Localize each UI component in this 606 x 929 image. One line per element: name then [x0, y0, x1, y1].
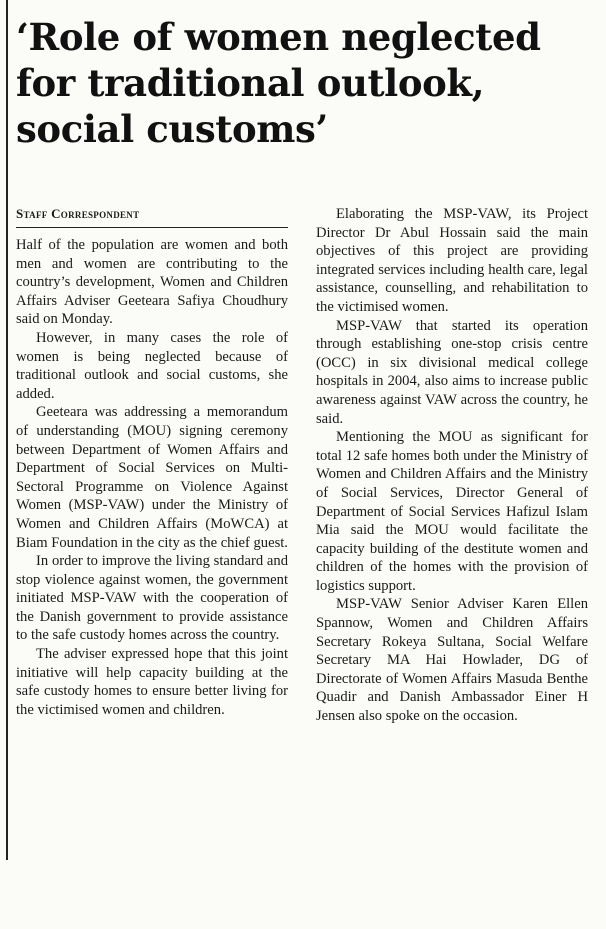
paragraph: Mentioning the MOU as significant for total 12 safe homes both under the Ministry of Women and Children Affairs and the Ministry of Social Services, Director General of Department of Social Services Hafizul Islam Mia said the MOU would facilitate the capacity building of the destitute women and children of the homes with the provision of logistics support. [316, 429, 588, 594]
article-header [16, 14, 596, 152]
headline-line-3: social customs’ [16, 107, 328, 151]
paragraph: Geeteara was addressing a memorandum of understanding (MOU) signing ceremony between Department of Women Affairs and Department of Social Services on Multi-Sectoral Programme on Violence Against Women (MSP-VAW) under the Ministry of Women and Children Affairs (MoWCA) at Biam Foundation in the city as the chief guest. [16, 404, 288, 551]
byline [16, 205, 288, 228]
paragraph: The adviser expressed hope that this joint initiative will help capacity building at the safe custody homes to ensure better living for the victimised women and children. [16, 646, 288, 718]
headline-line-1: ‘Role of women neglected [16, 15, 541, 59]
article-body [16, 205, 588, 726]
paragraph: However, in many cases the role of women is being neglected because of traditional outlook and social customs, she added. [16, 329, 288, 402]
paragraph: MSP-VAW Senior Adviser Karen Ellen Spannow, Women and Children Affairs Secretary Rokeya Sultana, Social Welfare Secretary MA Hai Howlader, DG of Directorate of Women Affairs Masuda Benthe Quadir and Danish Ambassador Einer H Jensen also spoke on the occasion. [316, 596, 588, 725]
headline [16, 14, 596, 152]
paragraph: Elaborating the MSP-VAW, its Project Director Dr Abul Hossain said the main objectives of this project are providing integrated services including health care, legal assistance, counselling, and rehabilitation to the victimised women. [316, 206, 588, 315]
right-column [316, 205, 588, 726]
left-column [16, 205, 288, 726]
paragraph: MSP-VAW that started its operation through establishing one-stop crisis centre (OCC) in six divisional medical college hospitals in 2004, also aims to increase public awareness against VAW across the country, he said. [316, 317, 588, 427]
headline-line-2: for traditional outlook, [16, 61, 485, 105]
byline-text: Staff Correspondent [16, 206, 140, 221]
column-rule [6, 0, 8, 860]
paragraph: Half of the population are women and both men and women are contributing to the country’s development, Women and Children Affairs Adviser Geeteara Safiya Choudhury said on Monday. [16, 237, 288, 328]
paragraph: In order to improve the living standard and stop violence against women, the government initiated MSP-VAW with the cooperation of the Danish government to provide assistance to the safe custody homes across the country. [16, 553, 288, 644]
